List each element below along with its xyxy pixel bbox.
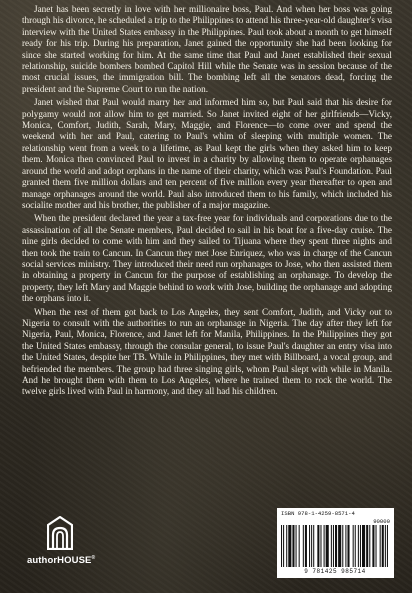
blurb-paragraph-3: When the president declared the year a tax-free year for individuals and corporations due to the assassination of all the Senate members, Paul decided to sail in his boat for a five-day cruise. The nine girls decided to come with him and they sailed to Tijuana where they spent three nights and then took the train to Cancun. In Cancun they met Jose Enriquez, who was in charge of the Cancun social services ministry. They introduced their need run orphanages to Jose, who then assisted them in obtaining a property in Cancun for the purpose of establishing an orphanage. To develop the property, they left Mary and Maggie behind to work with Jose, building the orphanage and adopting the orphans into it. [22, 213, 392, 304]
blurb-paragraph-1: Janet has been secretly in love with her millionaire boss, Paul. And when her boss was going through his divorce, he scheduled a trip to the Philippines to attend his three-year-old daughter's visa interview with the United States embassy in the Philippines. Paul took about a month to get himself ready for his trip. During his preparation, Janet gained the opportunity she had been looking for since she started working for him. At the same time that Paul and Janet established their sexual relationship, suicide bombers bombed Capitol Hill while the Senate was in session because of the most crucial issues, the immigration bill. The bombing left all the senators dead, forcing the president and the Supreme Court to run the nation. [22, 4, 392, 94]
blurb-paragraph-2: Janet wished that Paul would marry her and informed him so, but Paul said that his desire for polygamy would not allow him to get married. So Janet invited eight of her girlfriends—Vicky, Monica, Comfort, Judith, Sarah, Mary, Maggie, and Florence—to come over and spend the weekend with her and Paul, catering to Paul's whim of sleeping with multiple women. The relationship went from a week to a lifetime, as Paul kept the girls when they asked him to keep them. Monica then convinced Paul to invest in a charity by allowing them to operate orphanages around the world and adopt orphans in the name of their charity, which was Paul's Foundation. Paul granted them five million dollars and ten percent of five million every year thereafter to open and manage orphanages around the world. Paul also introduced them to his family, which included his socialite mother and his brother, the publisher of a major magazine. [22, 97, 392, 210]
house-arch-icon [47, 516, 73, 550]
price-code: 90000 [373, 518, 390, 525]
isbn-number: ISBN 978-1-4259-8571-4 [281, 510, 355, 517]
isbn-barcode [277, 508, 394, 578]
barcode-digits: 9 781425 985714 [304, 568, 366, 575]
publisher-name: authorHOUSE® [27, 555, 96, 567]
publisher-logo [27, 516, 95, 576]
blurb-text [22, 4, 392, 400]
blurb-paragraph-4: When the rest of them got back to Los Angeles, they sent Comfort, Judith, and Vicky out to Nigeria to consult with the authorities to run an orphanage in Nigeria. The day after they left for Nigeria, Paul, Monica, Florence, and Janet left for Manila, Philippines. In the Philippines they got the United States embassy, through the consular general, to issue Paul's daughter an entry visa into the United States, despite her TB. While in Philippines, they met with Billboard, a vocal group, and befriended the members. The group had three singing girls, whom Paul slept with while in Manila. And he brought them with them to Los Angeles, where he trained them to rock the world. The twelve girls lived with Paul in harmony, and they all had his children. [22, 306, 392, 397]
barcode-bars [281, 525, 389, 567]
